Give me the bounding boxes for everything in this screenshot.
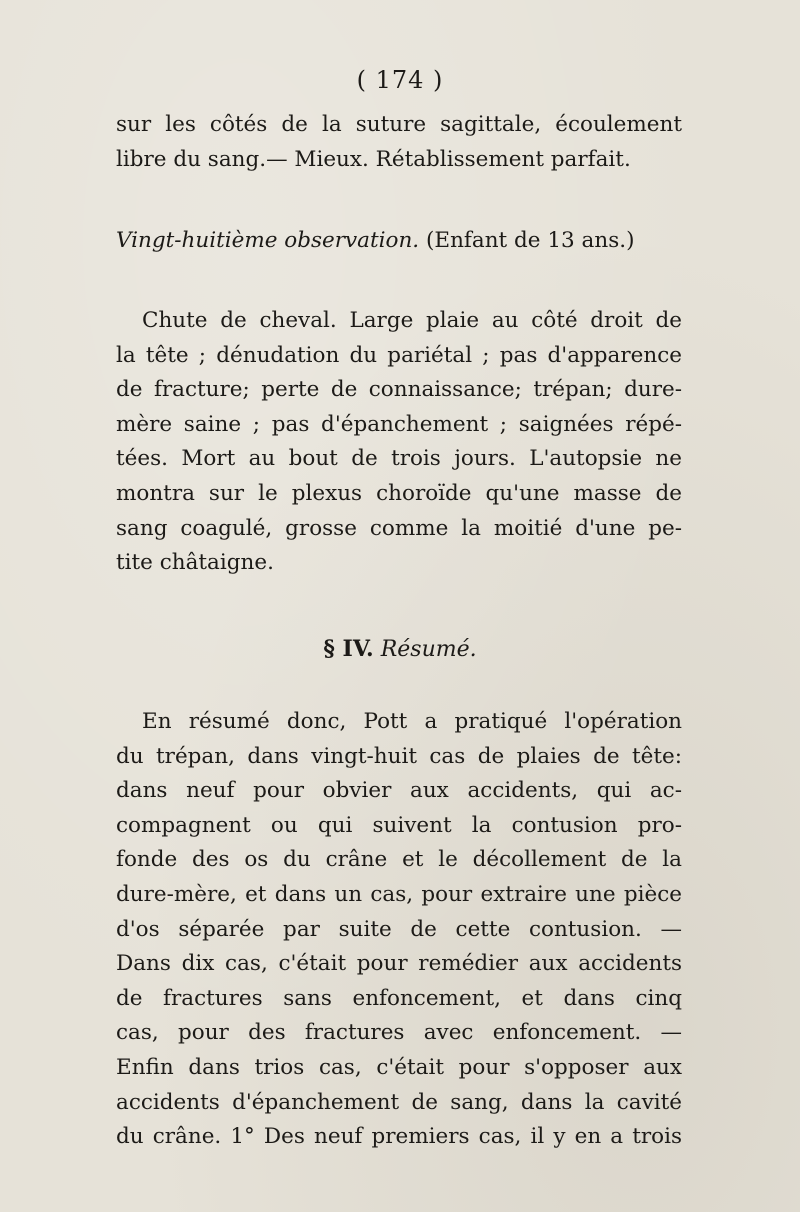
text-line: En résumé donc, Pott a pratiqué l'opération (142, 709, 682, 734)
text-line: dans neuf pour obvier aux accidents, qui ac- (116, 778, 682, 804)
text-line: la tête ; dénudation du pariétal ; pas d'apparence (116, 342, 682, 368)
text-line: de fracture; perte de connaissance; trépan; dure- (116, 377, 682, 403)
page-number: ( 174 ) (356, 66, 444, 94)
text-line: libre du sang.— Mieux. Rétablissement parfait. (116, 146, 631, 172)
summary-paragraph (116, 705, 682, 1155)
observation-paragraph (116, 304, 682, 581)
text-line: du crâne. 1° Des neuf premiers cas, il y en a trois (116, 1124, 682, 1150)
text-line: dure-mère, et dans un cas, pour extraire une pièce (116, 881, 682, 907)
text-line: Enfin dans trios cas, c'était pour s'opposer aux (116, 1054, 682, 1080)
text-line: Dans dix cas, c'était pour remédier aux accidents (116, 951, 682, 977)
text-line: compagnent ou qui suivent la contusion pro- (116, 812, 682, 838)
text-line: sur les côtés de la suture sagittale, écoulement (116, 112, 682, 137)
text-line: cas, pour des fractures avec enfoncement. — (116, 1020, 682, 1046)
text-line: fonde des os du crâne et le décollement de la (116, 847, 682, 873)
text-line: accidents d'épanchement de sang, dans la cavité (116, 1089, 682, 1115)
observation-subtitle: (Enfant de 13 ans.) (426, 228, 635, 253)
text-line: d'os séparée par suite de cette contusion. — (116, 916, 682, 942)
text-line: sang coagulé, grosse comme la moitié d'une pe- (116, 515, 682, 541)
section-heading (0, 636, 800, 662)
text-line: Chute de cheval. Large plaie au côté droit de (142, 308, 682, 333)
text-line: montra sur le plexus choroïde qu'une masse de (116, 480, 682, 506)
observation-title: Vingt-huitième observation. (116, 228, 420, 253)
observation-heading (116, 224, 696, 258)
intro-paragraph (116, 108, 682, 177)
text-line: du trépan, dans vingt-huit cas de plaies de tête: (116, 743, 682, 769)
section-title: Résumé. (380, 637, 477, 662)
text-line: tite châtaigne. (116, 550, 274, 576)
text-line: mère saine ; pas d'épanchement ; saignées répé- (116, 411, 682, 437)
text-line: de fractures sans enfoncement, et dans cinq (116, 985, 682, 1011)
section-mark: § IV. (323, 636, 374, 662)
text-line: tées. Mort au bout de trois jours. L'autopsie ne (116, 446, 682, 472)
